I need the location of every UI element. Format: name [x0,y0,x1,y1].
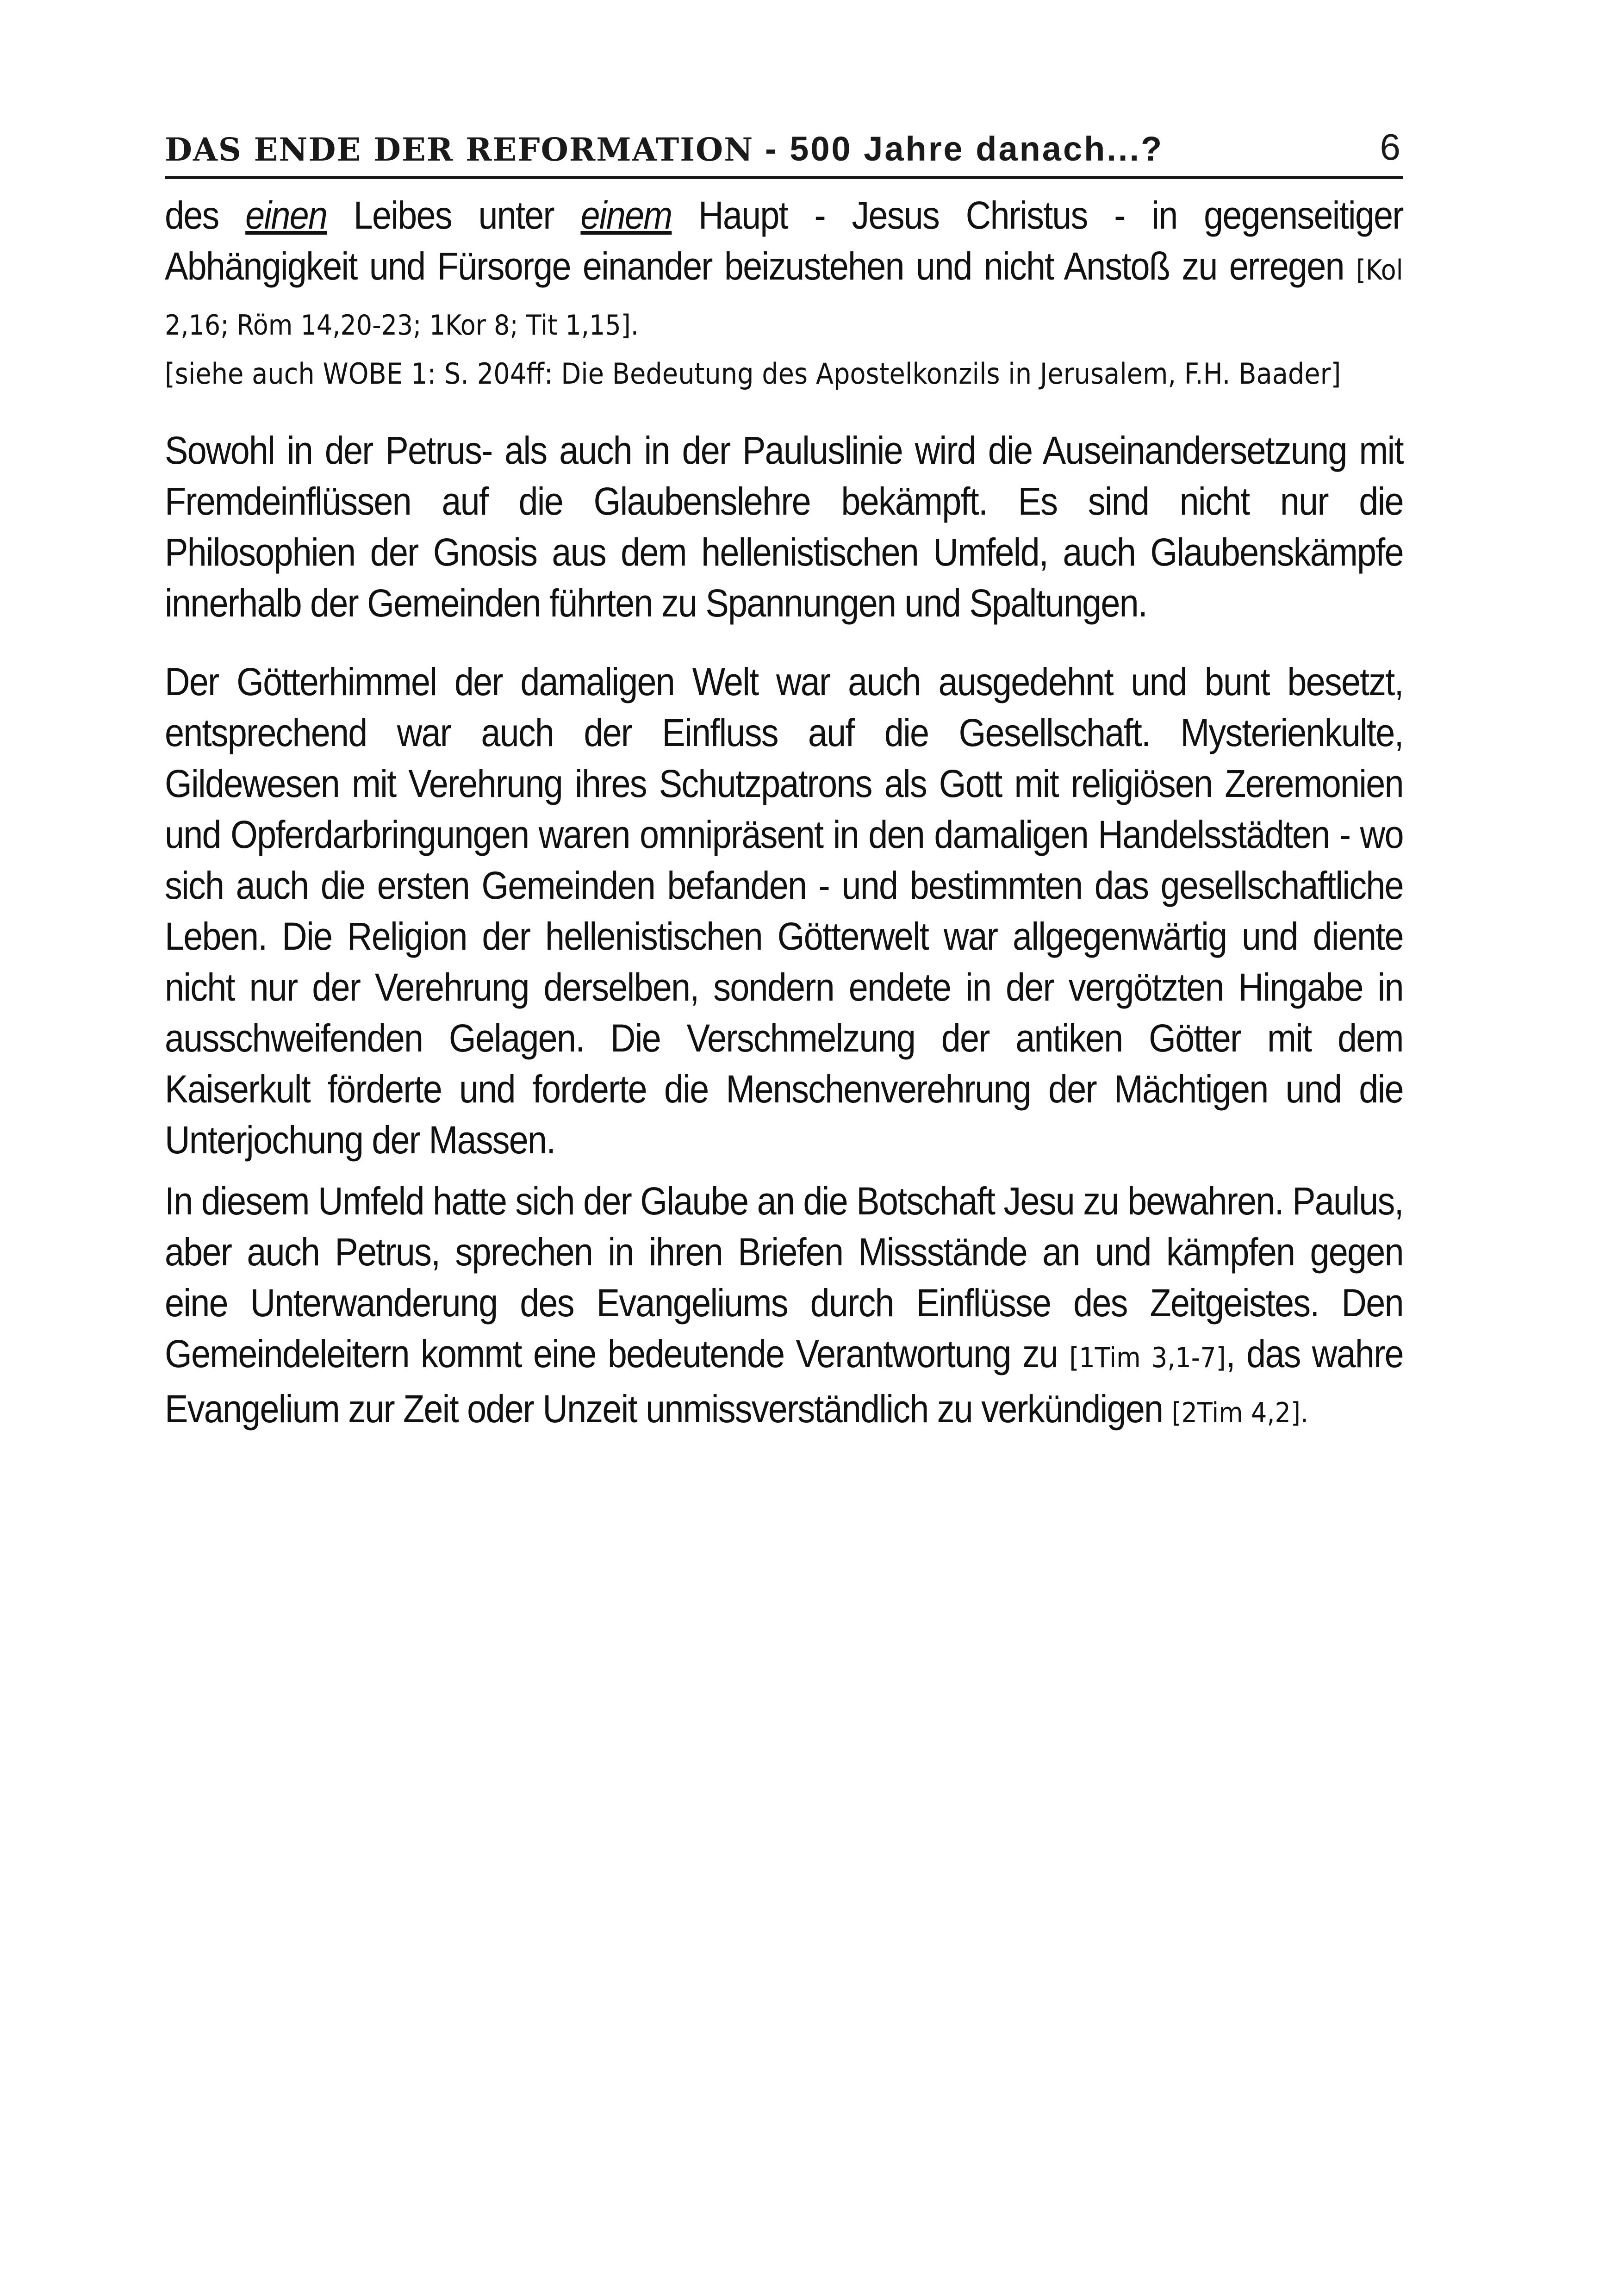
running-title-main: DAS ENDE DER REFORMATION [165,131,754,168]
bible-reference: [Kol 2,16; Röm 14,20-23; 1Kor 8; Tit 1,15] [165,254,1403,342]
paragraph-1: des einen Leibes unter einem Haupt - Jesus Christus - in gegenseitiger Abhängigkeit und Fürsorge einander beizustehen und nicht Anstoß zu erregen [Kol 2,16; Röm 14,20-23; 1Kor 8; Tit 1,15]. [165,193,1403,342]
paragraph-4: In diesem Umfeld hatte sich der Glaube an die Botschaft Jesu zu bewahren. Paulus, aber auch Petrus, sprechen in ihren Briefen Missstände an und kämpfen gegen eine Unterwanderung des Evangeliums durch Einflüsse des Zeitgeistes. Den Gemeindeleitern kommt eine bedeutende Verantwortung zu [1Tim 3,1-7], das wahre Evangelium zur Zeit oder Unzeit unmissverständlich zu verkündigen [2Tim 4,2]. [165,1179,1403,1431]
bible-reference: [2Tim 4,2] [1171,1397,1301,1429]
emphasis-einem: einem [580,193,672,237]
bible-reference: [1Tim 3,1-7] [1069,1342,1226,1374]
emphasis-einen: einen [245,193,327,237]
running-title-subtitle: - 500 Jahre danach...? [753,130,1164,168]
page-number: 6 [1380,126,1400,168]
cross-reference-note: [siehe auch WOBE 1: S. 204ff: Die Bedeutung des Apostelkonzils in Jerusalem, F.H. Baader] [165,357,1341,391]
paragraph-2: Sowohl in der Petrus- als auch in der Pauluslinie wird die Auseinandersetzung mit Fremdeinflüssen auf die Glaubenslehre bekämpft. Es sind nicht nur die Philosophien der Gnosis aus dem hellenistischen Umfeld, auch Glaubenskämpfe innerhalb der Gemeinden führten zu Spannungen und Spaltungen. [165,429,1403,625]
body-text [165,190,1403,1449]
paragraph-3: Der Götterhimmel der damaligen Welt war auch ausgedehnt und bunt besetzt, entsprechend war auch der Einfluss auf die Gesellschaft. Mysterienkulte, Gildewesen mit Verehrung ihres Schutzpatrons als Gott mit religiösen Zeremonien und Opferdarbringungen waren omnipräsent in den damaligen Handelsstädten - wo sich auch die ersten Gemeinden befanden - und bestimmten das gesellschaftliche Leben. Die Religion der hellenistischen Götterwelt war allgegenwärtig und diente nicht nur der Verehrung derselben, sondern endete in der vergötzten Hingabe in ausschweifenden Gelagen. Die Verschmelzung der antiken Götter mit dem Kaiserkult förderte und forderte die Menschenverehrung der Mächtigen und die Unterjochung der Massen. [165,660,1403,1162]
running-title [165,129,1164,168]
document-page [165,0,1403,2296]
page-header [165,124,1403,179]
